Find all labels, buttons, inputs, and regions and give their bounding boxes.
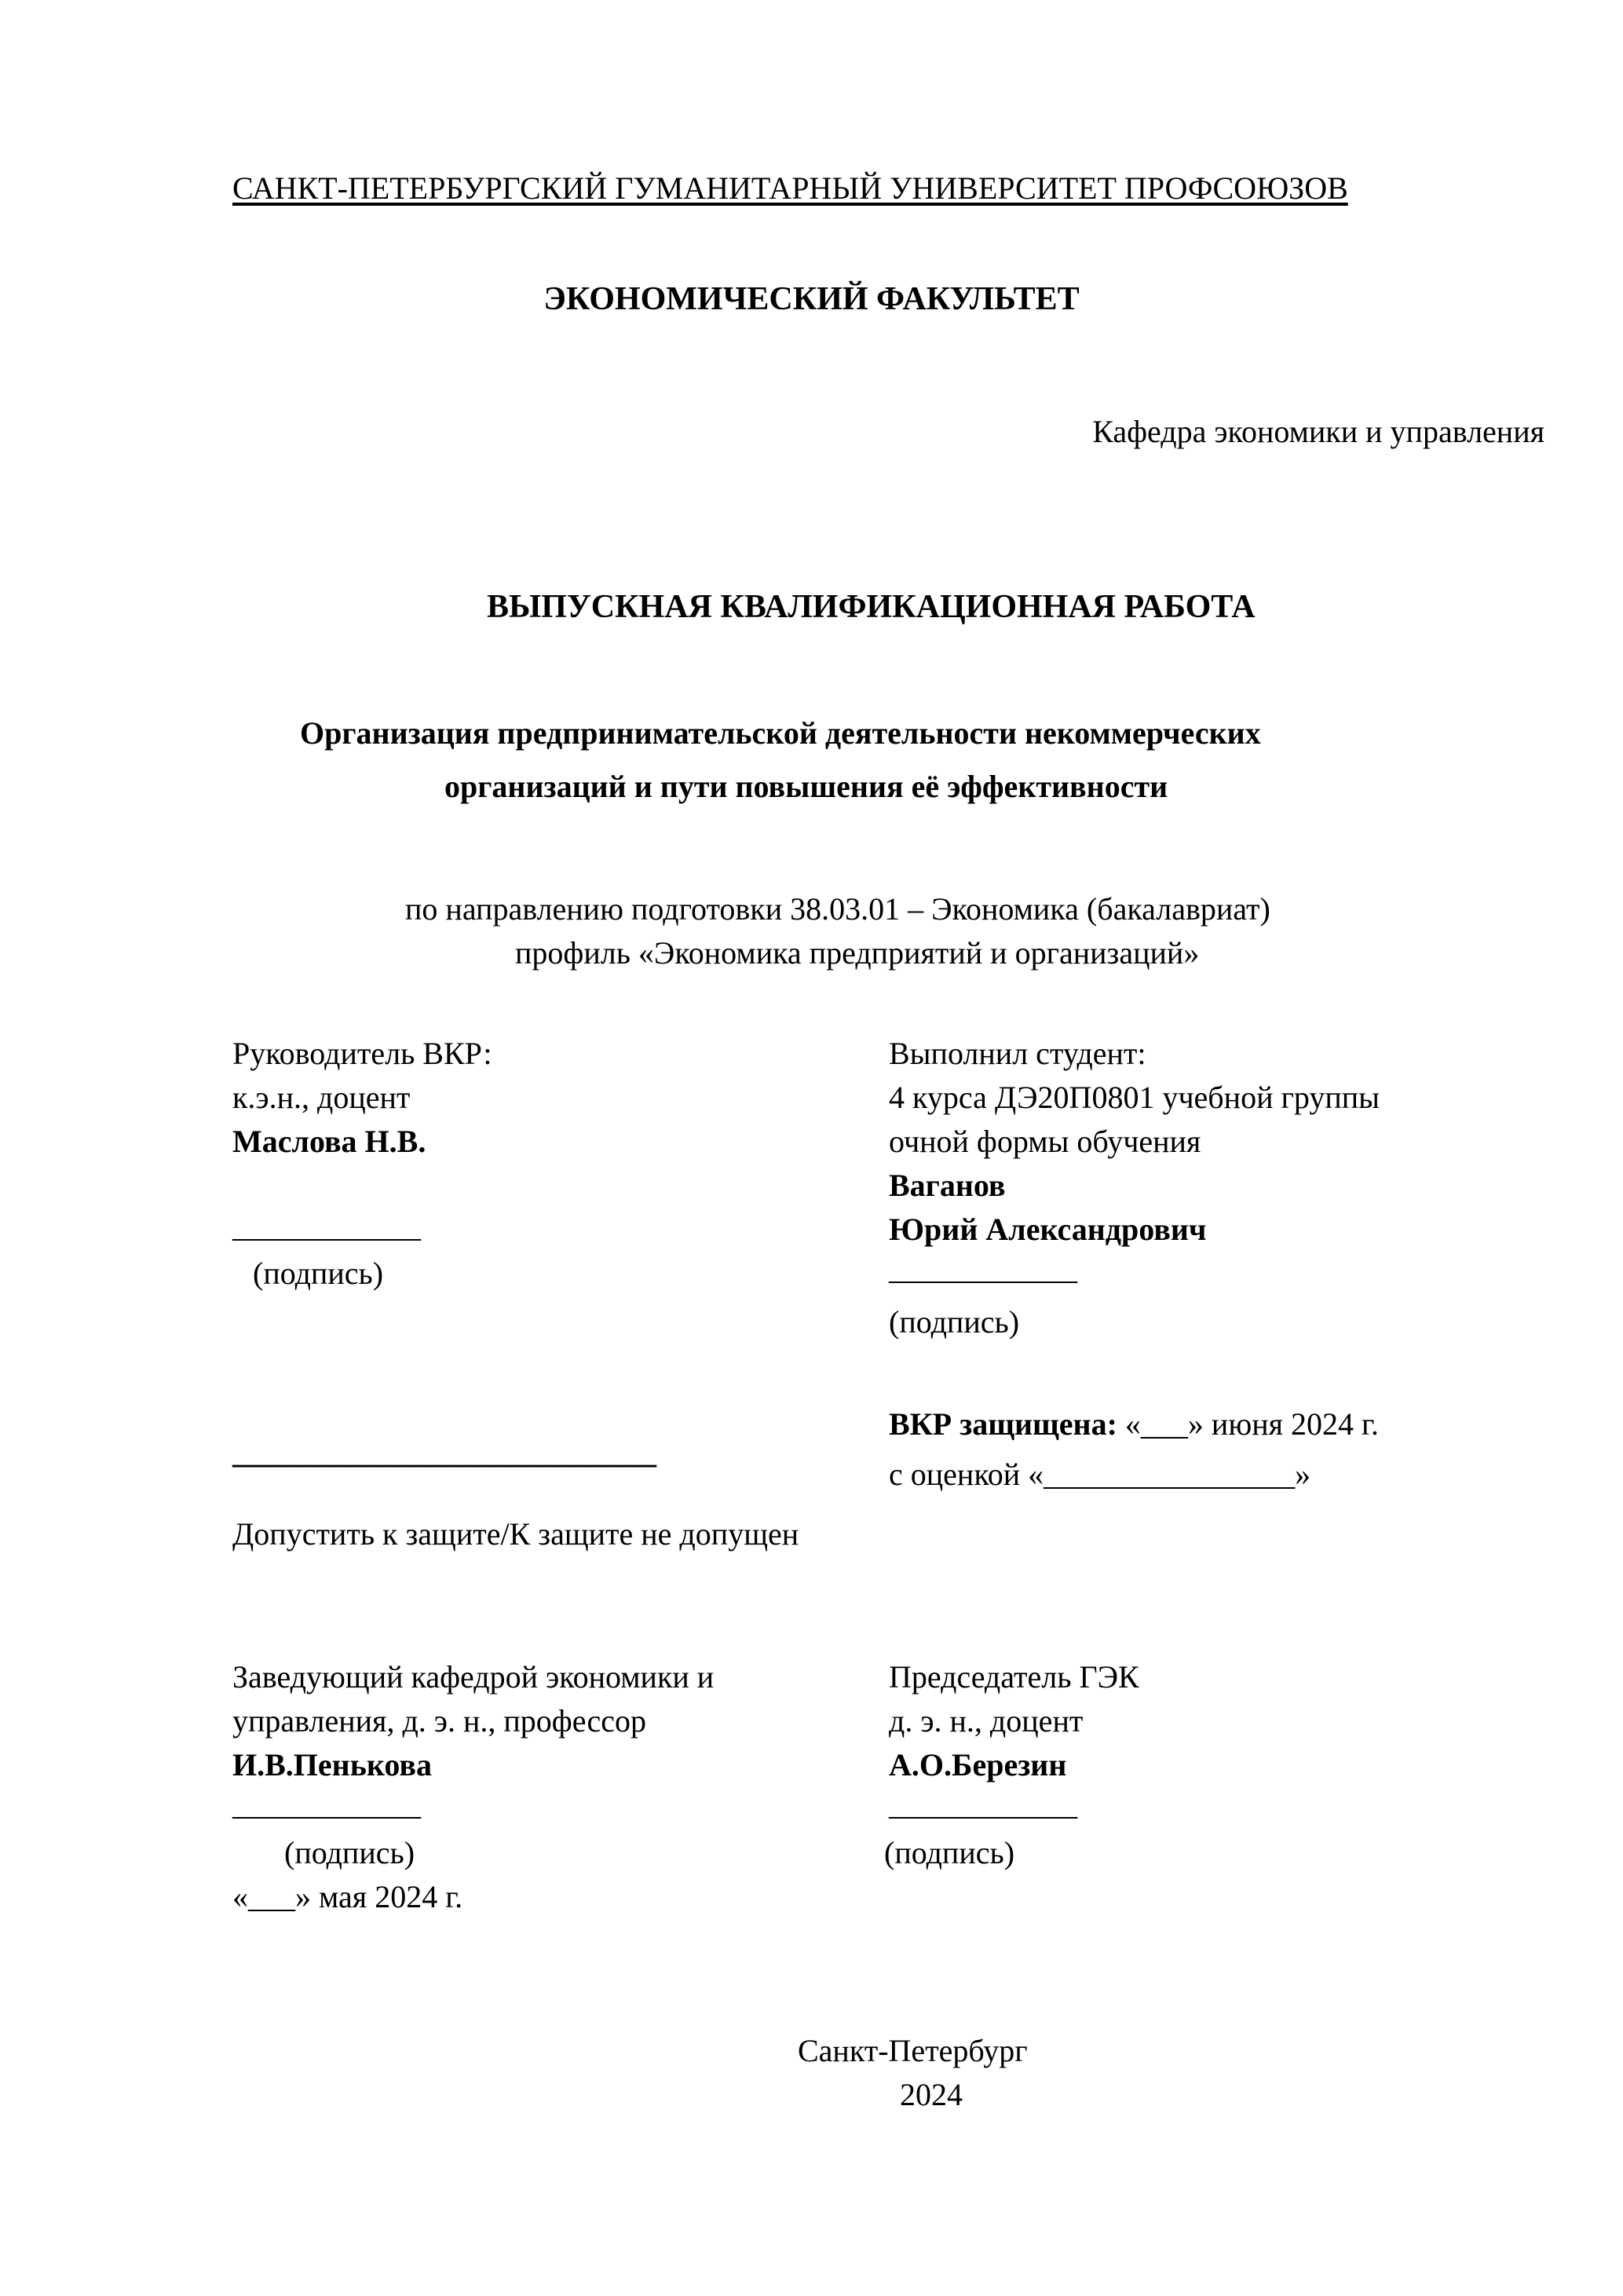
supervisor-name: Маслова Н.В. [232,1124,426,1159]
head-signature-caption: (подпись) [284,1835,415,1870]
faculty-name: ЭКОНОМИЧЕСКИЙ ФАКУЛЬТЕТ [543,281,1080,317]
chair-degree: д. э. н., доцент [889,1703,1084,1738]
work-title-line-2: организаций и пути повышения её эффективности [444,769,1168,804]
defense-grade: с оценкой «________________» [889,1457,1311,1492]
study-profile: профиль «Экономика предприятий и организаций» [515,935,1200,971]
city: Санкт-Петербург [798,2033,1028,2068]
chair-signature-line: ____________ [889,1786,1077,1822]
head-name: И.В.Пенькова [232,1747,432,1782]
student-signature-caption: (подпись) [889,1304,1020,1340]
student-study-form: очной формы обучения [889,1124,1201,1159]
supervisor-degree: к.э.н., доцент [232,1080,411,1115]
chair-label: Председатель ГЭК [889,1659,1139,1695]
defense-label: ВКР защищена: [889,1406,1117,1442]
supervisor-signature-caption: (подпись) [253,1256,384,1291]
head-position-line-1: Заведующий кафедрой экономики и [232,1659,715,1695]
head-date: «___» мая 2024 г. [232,1879,463,1914]
defense-status [889,1406,1379,1442]
chair-name: А.О.Березин [889,1747,1067,1782]
supervisor-label: Руководитель ВКР: [232,1036,492,1071]
student-surname: Ваганов [889,1168,1006,1203]
admission-signature-line: ___________________________ [232,1435,656,1470]
department-name: Кафедра экономики и управления [1092,414,1544,449]
student-course: 4 курса ДЭ20П0801 учебной группы [889,1080,1380,1115]
university-name: САНКТ-ПЕТЕРБУРГСКИЙ ГУМАНИТАРНЫЙ УНИВЕРСИТЕТ ПРОФСОЮЗОВ [232,170,1348,206]
chair-signature-caption: (подпись) [884,1835,1015,1870]
student-label: Выполнил студент: [889,1036,1146,1071]
work-title-line-1: Организация предпринимательской деятельности некоммерческих [300,715,1261,751]
head-position-line-2: управления, д. э. н., профессор [232,1703,646,1738]
work-type: ВЫПУСКНАЯ КВАЛИФИКАЦИОННАЯ РАБОТА [487,589,1256,625]
student-signature-line: ____________ [889,1251,1077,1286]
supervisor-signature-line: ____________ [232,1208,421,1244]
student-given-names: Юрий Александрович [889,1212,1207,1247]
head-signature-line: ____________ [232,1786,421,1822]
study-direction: по направлению подготовки 38.03.01 – Экономика (бакалавриат) [405,891,1270,927]
defense-date: «___» июня 2024 г. [1117,1406,1379,1442]
year: 2024 [900,2077,963,2112]
admission-decision: Допустить к защите/К защите не допущен [232,1516,799,1552]
